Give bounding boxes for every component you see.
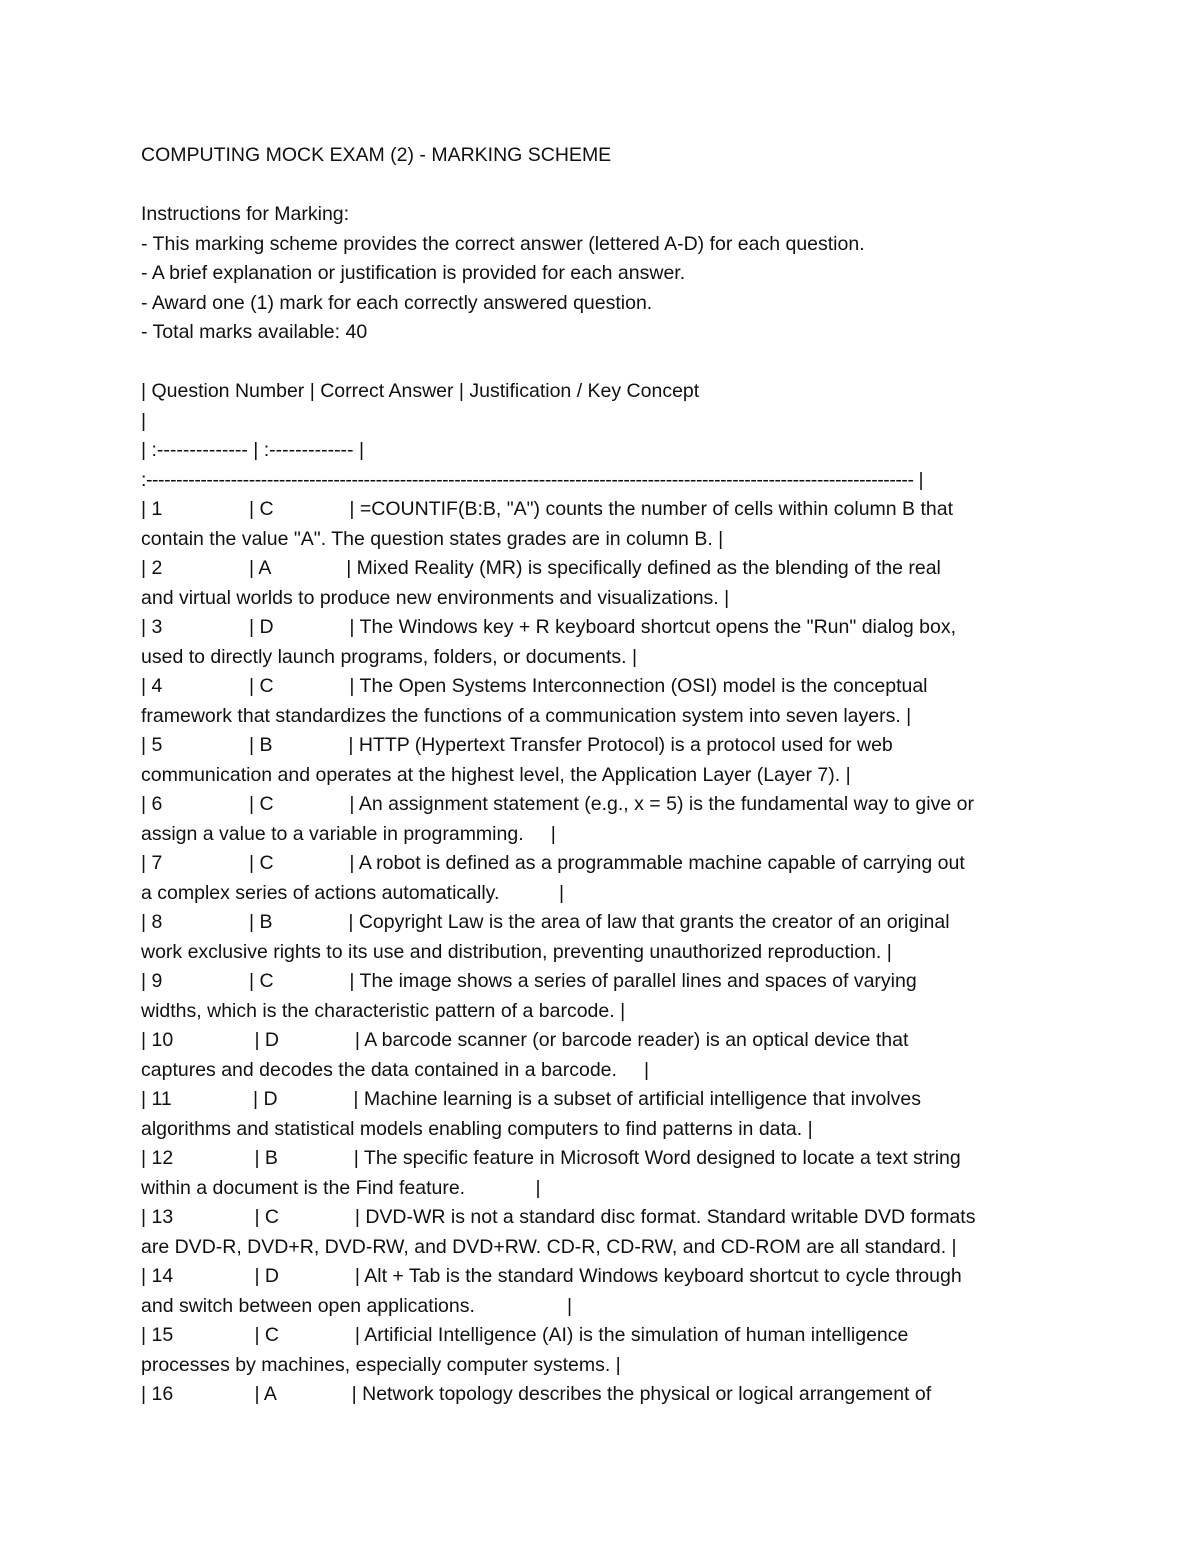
document-body	[141, 141, 1066, 1410]
table-row-line: framework that standardizes the functions of a communication system into seven layers. |	[141, 704, 912, 727]
table-row-line: and virtual worlds to produce new environments and visualizations. |	[141, 586, 730, 609]
table-row-line: | 12 | B | The specific feature in Microsoft Word designed to locate a text string	[141, 1147, 961, 1169]
table-row-line: and switch between open applications. |	[141, 1294, 573, 1317]
table-row-line: | 8 | B | Copyright Law is the area of law that grants the creator of an original	[141, 911, 950, 933]
table-row-line: | 14 | D | Alt + Tab is the standard Windows keyboard shortcut to cycle through	[141, 1265, 962, 1287]
table-separator-line: :------------------------------------------------------------------------------------------------------------------------------- |	[141, 468, 924, 491]
table-row-line: contain the value "A". The question states grades are in column B. |	[141, 527, 724, 550]
table-row-line: communication and operates at the highest level, the Application Layer (Layer 7). |	[141, 763, 851, 786]
table-row-line: | 5 | B | HTTP (Hypertext Transfer Protocol) is a protocol used for web	[141, 734, 893, 756]
table-rows	[141, 495, 1066, 1410]
table-row-line: algorithms and statistical models enabling computers to find patterns in data. |	[141, 1117, 813, 1140]
table-row-line: | 7 | C | A robot is defined as a programmable machine capable of carrying out	[141, 852, 965, 874]
table-row-line: processes by machines, especially computer systems. |	[141, 1353, 621, 1376]
instruction-item: - A brief explanation or justification is provided for each answer.	[141, 262, 686, 284]
instructions-heading: Instructions for Marking:	[141, 203, 350, 225]
table-row-line: | 9 | C | The image shows a series of parallel lines and spaces of varying	[141, 970, 917, 992]
table-separator-line: | :-------------- | :------------- |	[141, 439, 365, 461]
table-row-line: captures and decodes the data contained in a barcode. |	[141, 1058, 650, 1081]
table-row-line: | 15 | C | Artificial Intelligence (AI) is the simulation of human intelligence	[141, 1324, 909, 1346]
instruction-item: - Award one (1) mark for each correctly answered question.	[141, 291, 653, 314]
instruction-item: - Total marks available: 40	[141, 321, 368, 343]
table-row-line: are DVD-R, DVD+R, DVD-RW, and DVD+RW. CD-R, CD-RW, and CD-ROM are all standard. |	[141, 1235, 957, 1258]
table-header-line: |	[141, 409, 147, 432]
spacer	[141, 171, 1066, 201]
instruction-item: - This marking scheme provides the correct answer (lettered A-D) for each question.	[141, 232, 865, 255]
table-row-line: widths, which is the characteristic pattern of a barcode. |	[141, 999, 626, 1022]
table-row-line: a complex series of actions automatically. |	[141, 881, 565, 904]
table-row-line: | 11 | D | Machine learning is a subset of artificial intelligence that involves	[141, 1088, 922, 1110]
table-row-line: | 6 | C | An assignment statement (e.g., x = 5) is the fundamental way to give or	[141, 793, 974, 815]
table-row-line: | 2 | A | Mixed Reality (MR) is specifically defined as the blending of the real	[141, 557, 941, 579]
table-row-line: | 16 | A | Network topology describes the physical or logical arrangement of	[141, 1383, 932, 1405]
table-row-line: within a document is the Find feature. |	[141, 1176, 541, 1199]
table-row-line: | 1 | C | =COUNTIF(B:B, "A") counts the number of cells within column B that	[141, 498, 954, 520]
document-title: COMPUTING MOCK EXAM (2) - MARKING SCHEME	[141, 144, 612, 166]
table-row-line: assign a value to a variable in programming. |	[141, 822, 556, 845]
table-row-line: work exclusive rights to its use and distribution, preventing unauthorized reproduction. |	[141, 940, 892, 963]
table-row-line: | 3 | D | The Windows key + R keyboard shortcut opens the "Run" dialog box,	[141, 616, 957, 638]
table-row-line: used to directly launch programs, folders, or documents. |	[141, 645, 638, 668]
table-row-line: | 4 | C | The Open Systems Interconnection (OSI) model is the conceptual	[141, 675, 928, 697]
table-row-line: | 10 | D | A barcode scanner (or barcode reader) is an optical device that	[141, 1029, 909, 1051]
spacer	[141, 348, 1066, 378]
table-row-line: | 13 | C | DVD-WR is not a standard disc format. Standard writable DVD formats	[141, 1206, 976, 1228]
table-header-line: | Question Number | Correct Answer | Justification / Key Concept	[141, 380, 700, 402]
